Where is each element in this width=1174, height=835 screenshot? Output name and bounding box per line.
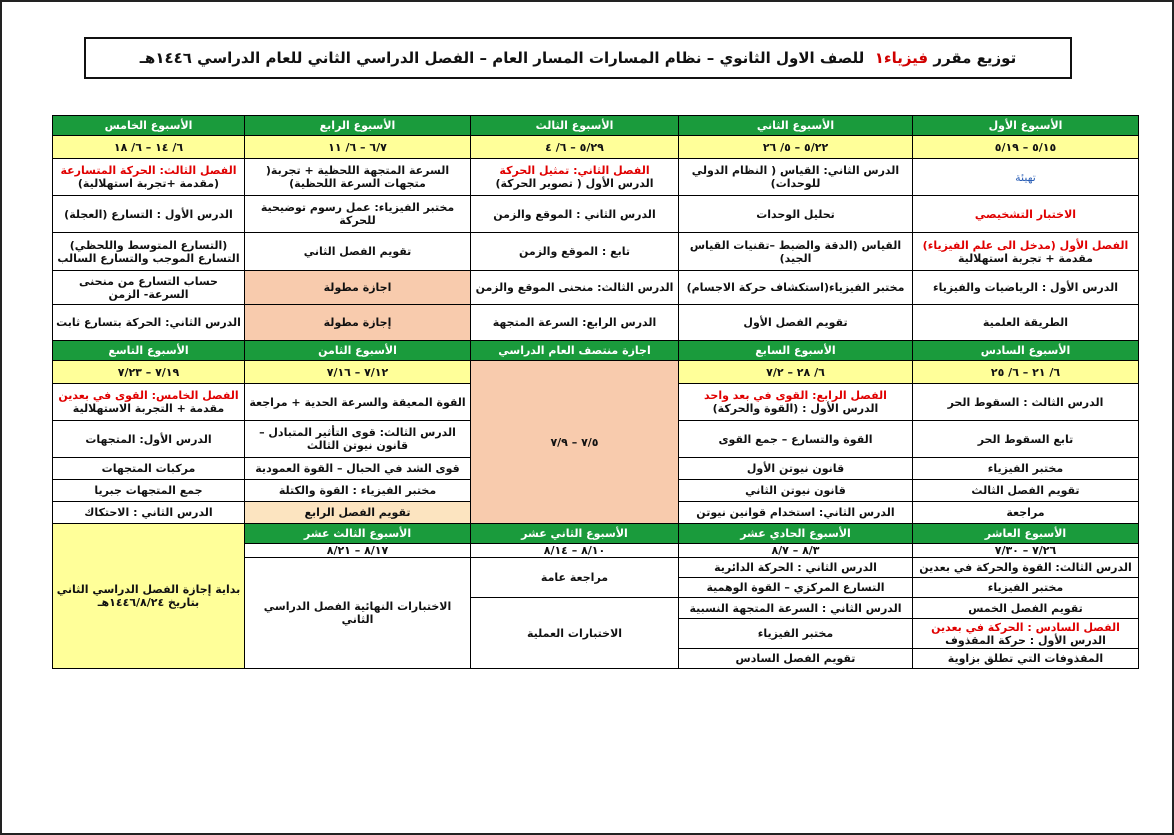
lesson-cell: مختبر الفيزياء xyxy=(913,458,1139,480)
page-title xyxy=(84,37,1072,79)
lesson-cell xyxy=(53,159,245,196)
lesson-cell xyxy=(913,233,1139,271)
lesson-cell: (التسارع المتوسط واللحظي) التسارع الموجب والتسارع السالب xyxy=(53,233,245,271)
week-dates: ٦/٧ – ٦/ ١١ xyxy=(245,136,471,159)
week-header: الأسبوع الثالث عشر xyxy=(245,524,471,544)
lesson-cell xyxy=(679,384,913,421)
chapter-title: الفصل الأول (مدخل الى علم الفيزياء) xyxy=(922,238,1129,252)
week-dates: ٧/١٩ – ٧/٢٣ xyxy=(53,361,245,384)
lesson-cell: مراجعة xyxy=(913,502,1139,524)
lesson-cell: حساب التسارع من منحنى السرعة- الزمن xyxy=(53,271,245,305)
lesson-cell: جمع المتجهات جبريا xyxy=(53,480,245,502)
lesson-cell: الدرس الثاني : السرعة المتجهة النسبية xyxy=(679,598,913,619)
table-row xyxy=(53,116,1139,136)
week-header: اجازة منتصف العام الدراسي xyxy=(471,341,679,361)
chapter-title: الفصل الرابع: القوى في بعد واحد xyxy=(704,389,887,402)
lesson-cell: المقذوفات التي تطلق بزاوية xyxy=(913,649,1139,669)
week-header: الأسبوع الثالث xyxy=(471,116,679,136)
lesson-cell: قانون نيوتن الأول xyxy=(679,458,913,480)
lesson-cell: مختبر الفيزياء xyxy=(913,578,1139,598)
week-dates: ٥/١٥ – ٥/١٩ xyxy=(913,136,1139,159)
table-row xyxy=(53,341,1139,361)
week-header: الأسبوع العاشر xyxy=(913,524,1139,544)
title-part2: للصف الاول الثانوي – نظام المسارات المسار العام – الفصل الدراسي الثاني للعام الدراسي ١٤٤٦هـ xyxy=(139,49,865,67)
lesson-cell: الدرس الثاني: القياس ( النظام الدولي للوحدات) xyxy=(679,159,913,196)
chapter-title: الفصل الخامس: القوى في بعدين xyxy=(58,389,239,402)
chapter-title: الفصل الثاني: تمثيل الحركة xyxy=(499,164,650,177)
lesson-cell: تقويم الفصل الثالث xyxy=(913,480,1139,502)
week-dates: ٥/٢٩ – ٦/ ٤ xyxy=(471,136,679,159)
week-header: الأسبوع الحادي عشر xyxy=(679,524,913,544)
lesson-text: تهيئة xyxy=(1015,170,1036,184)
lesson-cell: تقويم الفصل الأول xyxy=(679,305,913,341)
lesson-cell: الدرس الثالث : السقوط الحر xyxy=(913,384,1139,421)
week-header: الأسبوع الخامس xyxy=(53,116,245,136)
week-dates: ٨/١٧ – ٨/٢١ xyxy=(245,544,471,558)
lesson-cell: مختبر الفيزياء(استكشاف حركة الاجسام) xyxy=(679,271,913,305)
lesson-cell: الدرس الأول : التسارع (العجلة) xyxy=(53,196,245,233)
lesson-cell: مختبر الفيزياء : القوة والكتلة xyxy=(245,480,471,502)
week-dates: ٧/١٢ – ٧/١٦ xyxy=(245,361,471,384)
lesson-cell: السرعة المتجهة اللحظية + تجربة( متجهات السرعة اللحظية) xyxy=(245,159,471,196)
lesson-cell: تقويم الفصل الثاني xyxy=(245,233,471,271)
lesson-text: الدرس الأول : (القوة والحركة) xyxy=(712,402,879,415)
lesson-cell: الدرس الثاني: الحركة بتسارع ثابت xyxy=(53,305,245,341)
lesson-cell: الطريقة العلمية xyxy=(913,305,1139,341)
week-header: الأسبوع السادس xyxy=(913,341,1139,361)
lesson-cell: القياس (الدقة والضبط –تقنيات القياس الجيد) xyxy=(679,233,913,271)
holiday-cell: إجازة مطولة xyxy=(245,305,471,341)
lesson-cell: الاختبارات النهائية الفصل الدراسي الثاني xyxy=(245,558,471,669)
table-row xyxy=(53,233,1139,271)
lesson-cell: تقويم الفصل الرابع xyxy=(245,502,471,524)
week-header: الأسبوع الثاني عشر xyxy=(471,524,679,544)
chapter-title: الفصل السادس : الحركة في بعدين xyxy=(931,620,1120,634)
lesson-cell: الدرس الثالث: قوى التأثير المتبادل – قانون نيوتن الثالث xyxy=(245,421,471,458)
lesson-cell xyxy=(913,619,1139,649)
lesson-cell: الدرس الثاني: استخدام قوانين نيوتن xyxy=(679,502,913,524)
table-row xyxy=(53,305,1139,341)
table-row xyxy=(53,271,1139,305)
lesson-cell: القوة المعيقة والسرعة الحدية + مراجعة xyxy=(245,384,471,421)
lesson-cell: الدرس الثالث: القوة والحركة في بعدين xyxy=(913,558,1139,578)
lesson-cell: الاختبار التشخيصي xyxy=(913,196,1139,233)
week-dates: ٧/٢٦ – ٧/٣٠ xyxy=(913,544,1139,558)
lesson-text: (مقدمة +تجربة استهلالية) xyxy=(77,177,220,190)
lesson-text: الدرس الأول : حركة المقذوف xyxy=(945,633,1106,647)
week-header: الأسبوع السابع xyxy=(679,341,913,361)
lesson-cell xyxy=(471,159,679,196)
lesson-cell: الدرس الثالث: منحنى الموقع والزمن xyxy=(471,271,679,305)
table-row xyxy=(53,159,1139,196)
lesson-cell xyxy=(53,384,245,421)
lesson-cell: تقويم الفصل الخمس xyxy=(913,598,1139,619)
lesson-cell: الدرس الثاني : الموقع والزمن xyxy=(471,196,679,233)
lesson-cell: تحليل الوحدات xyxy=(679,196,913,233)
semester-break-note: بداية إجازة الفصل الدراسي الثاني بتاريخ ١٤٤٦/٨/٢٤هـ xyxy=(53,524,245,669)
week-header: الأسبوع الثاني xyxy=(679,116,913,136)
title-part1: توزيع مقرر xyxy=(933,49,1017,67)
lesson-cell: الدرس الثاني : الاحتكاك xyxy=(53,502,245,524)
table-row xyxy=(53,524,1139,544)
week-dates: ٦/ ٢٨ – ٧/٢ xyxy=(679,361,913,384)
table-row xyxy=(53,136,1139,159)
title-course: فيزياء١ xyxy=(874,49,929,67)
lesson-cell: الدرس الثاني : الحركة الدائرية xyxy=(679,558,913,578)
week-header: الأسبوع الأول xyxy=(913,116,1139,136)
lesson-text: الدرس الأول ( تصوير الحركة) xyxy=(495,177,654,190)
week-dates: ٨/٣ – ٨/٧ xyxy=(679,544,913,558)
lesson-cell: الدرس الرابع: السرعة المتجهة xyxy=(471,305,679,341)
table-row xyxy=(53,361,1139,384)
lesson-cell: مختبر الفيزياء: عمل رسوم توضيحية للحركة xyxy=(245,196,471,233)
week-header: الأسبوع الرابع xyxy=(245,116,471,136)
lesson-cell: الدرس الأول: المتجهات xyxy=(53,421,245,458)
lesson-cell: مراجعة عامة xyxy=(471,558,679,598)
week-header: الأسبوع التاسع xyxy=(53,341,245,361)
chapter-title: الفصل الثالث: الحركة المتسارعة xyxy=(60,164,237,177)
mid-year-break-cell: ٧/٥ – ٧/٩ xyxy=(471,361,679,524)
week-dates: ٦/ ٢١ – ٦/ ٢٥ xyxy=(913,361,1139,384)
lesson-cell: تابع السقوط الحر xyxy=(913,421,1139,458)
lesson-cell: القوة والتسارع – جمع القوى xyxy=(679,421,913,458)
lesson-cell: الاختبارات العملية xyxy=(471,598,679,669)
lesson-cell: مختبر الفيزياء xyxy=(679,619,913,649)
lesson-cell: قانون نيوتن الثاني xyxy=(679,480,913,502)
lesson-cell: مركبات المتجهات xyxy=(53,458,245,480)
lesson-cell: تابع : الموقع والزمن xyxy=(471,233,679,271)
week-header: الأسبوع الثامن xyxy=(245,341,471,361)
lesson-text: مقدمة + تجربة استهلالية xyxy=(958,251,1093,265)
lesson-text: مقدمة + التجربة الاستهلالية xyxy=(72,402,225,415)
lesson-cell: قوى الشد في الحبال – القوة العمودية xyxy=(245,458,471,480)
holiday-cell: اجازة مطولة xyxy=(245,271,471,305)
lesson-cell: التسارع المركزي – القوة الوهمية xyxy=(679,578,913,598)
week-dates: ٨/١٠ – ٨/١٤ xyxy=(471,544,679,558)
lesson-cell: الدرس الأول : الرياضيات والفيزياء xyxy=(913,271,1139,305)
lesson-cell: تقويم الفصل السادس xyxy=(679,649,913,669)
week-dates: ٦/ ١٤ – ٦/ ١٨ xyxy=(53,136,245,159)
schedule-table xyxy=(52,115,1139,669)
lesson-cell xyxy=(913,159,1139,196)
table-row xyxy=(53,196,1139,233)
week-dates: ٥/٢٢ – ٥/ ٢٦ xyxy=(679,136,913,159)
